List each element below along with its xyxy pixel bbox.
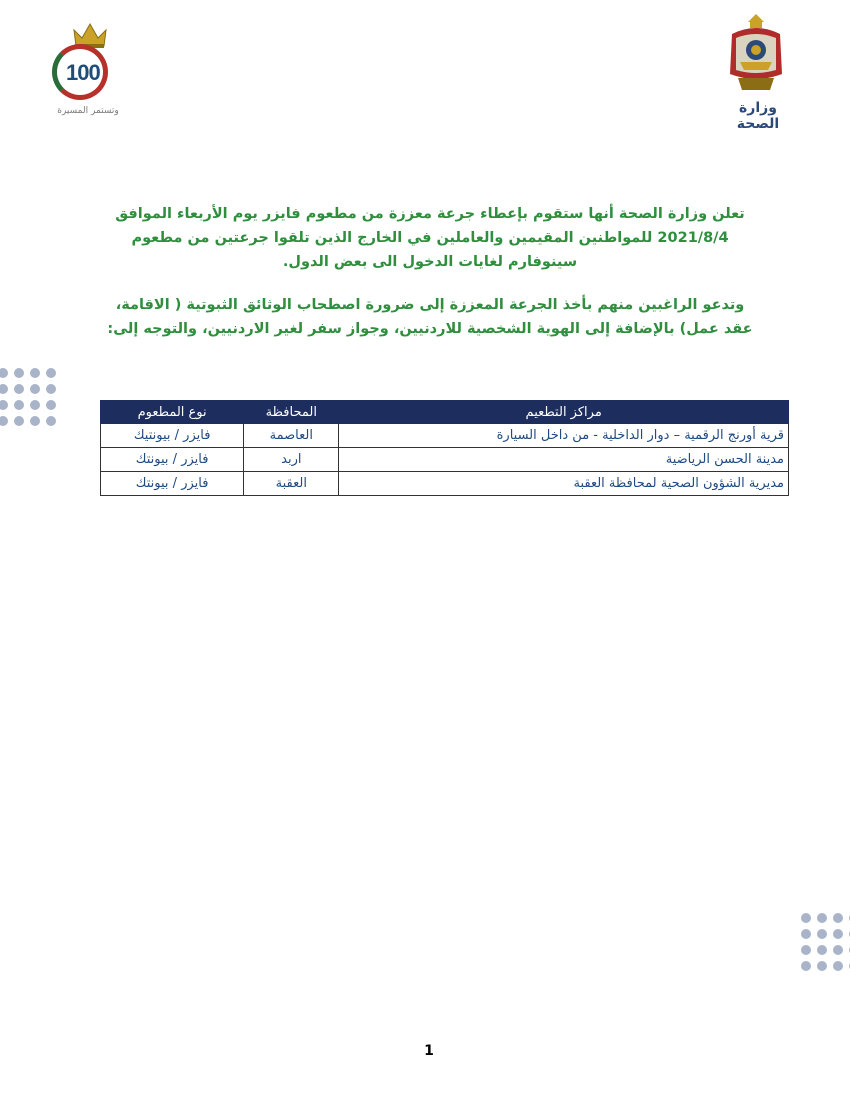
header-vaccine-type: نوع المطعوم — [101, 401, 244, 424]
decorative-dots-left — [0, 368, 56, 426]
vaccination-centers-table — [100, 400, 789, 496]
cell-vaccine-type: فايزر / بيونتك — [101, 448, 244, 472]
centennial-number: 100 — [66, 60, 100, 85]
cell-governorate: العاصمة — [244, 424, 339, 448]
centennial-caption: وتستمر المسيرة — [57, 106, 119, 116]
cell-governorate: اربد — [244, 448, 339, 472]
decorative-dots-right — [801, 913, 850, 971]
header-governorate: المحافظة — [244, 401, 339, 424]
ministry-name: وزارة الصحة — [736, 100, 780, 132]
table-header-row — [101, 401, 789, 424]
table-row — [101, 448, 789, 472]
cell-vaccine-type: فايزر / بيونتيك — [101, 424, 244, 448]
announcement-paragraph-2: وتدعو الراغبين منهم بأخذ الجرعة المعززة إلى ضرورة اصطحاب الوثائق الثبوتية ( الاقامة، عقد عمل) بالإضافة إلى الهوية الشخصية للاردنيين، وجواز سفر لغير الاردنيين، والتوجه إلى: — [107, 297, 753, 337]
header-center: مراكز التطعيم — [339, 401, 789, 424]
table-row — [101, 472, 789, 496]
table-row — [101, 424, 789, 448]
cell-vaccine-type: فايزر / بيونتك — [101, 472, 244, 496]
cell-governorate: العقبة — [244, 472, 339, 496]
cell-center: قرية أورنج الرقمية – دوار الداخلية - من داخل السيارة — [339, 424, 789, 448]
page-number: 1 — [424, 1043, 434, 1059]
cell-center: مديرية الشؤون الصحية لمحافظة العقبة — [339, 472, 789, 496]
coat-of-arms-icon — [726, 12, 786, 94]
centennial-logo — [40, 20, 140, 120]
announcement-paragraph-1: تعلن وزارة الصحة أنها ستقوم بإعطاء جرعة معززة من مطعوم فايزر يوم الأربعاء الموافق 2021/8/4 للمواطنين المقيمين والعاملين في الخارج الذين تلقوا جرعتين من مطعوم سينوفارم لغايات الدخول الى بعض الدول. — [115, 206, 745, 270]
ministry-logo — [718, 12, 802, 132]
cell-center: مدينة الحسن الرياضية — [339, 448, 789, 472]
